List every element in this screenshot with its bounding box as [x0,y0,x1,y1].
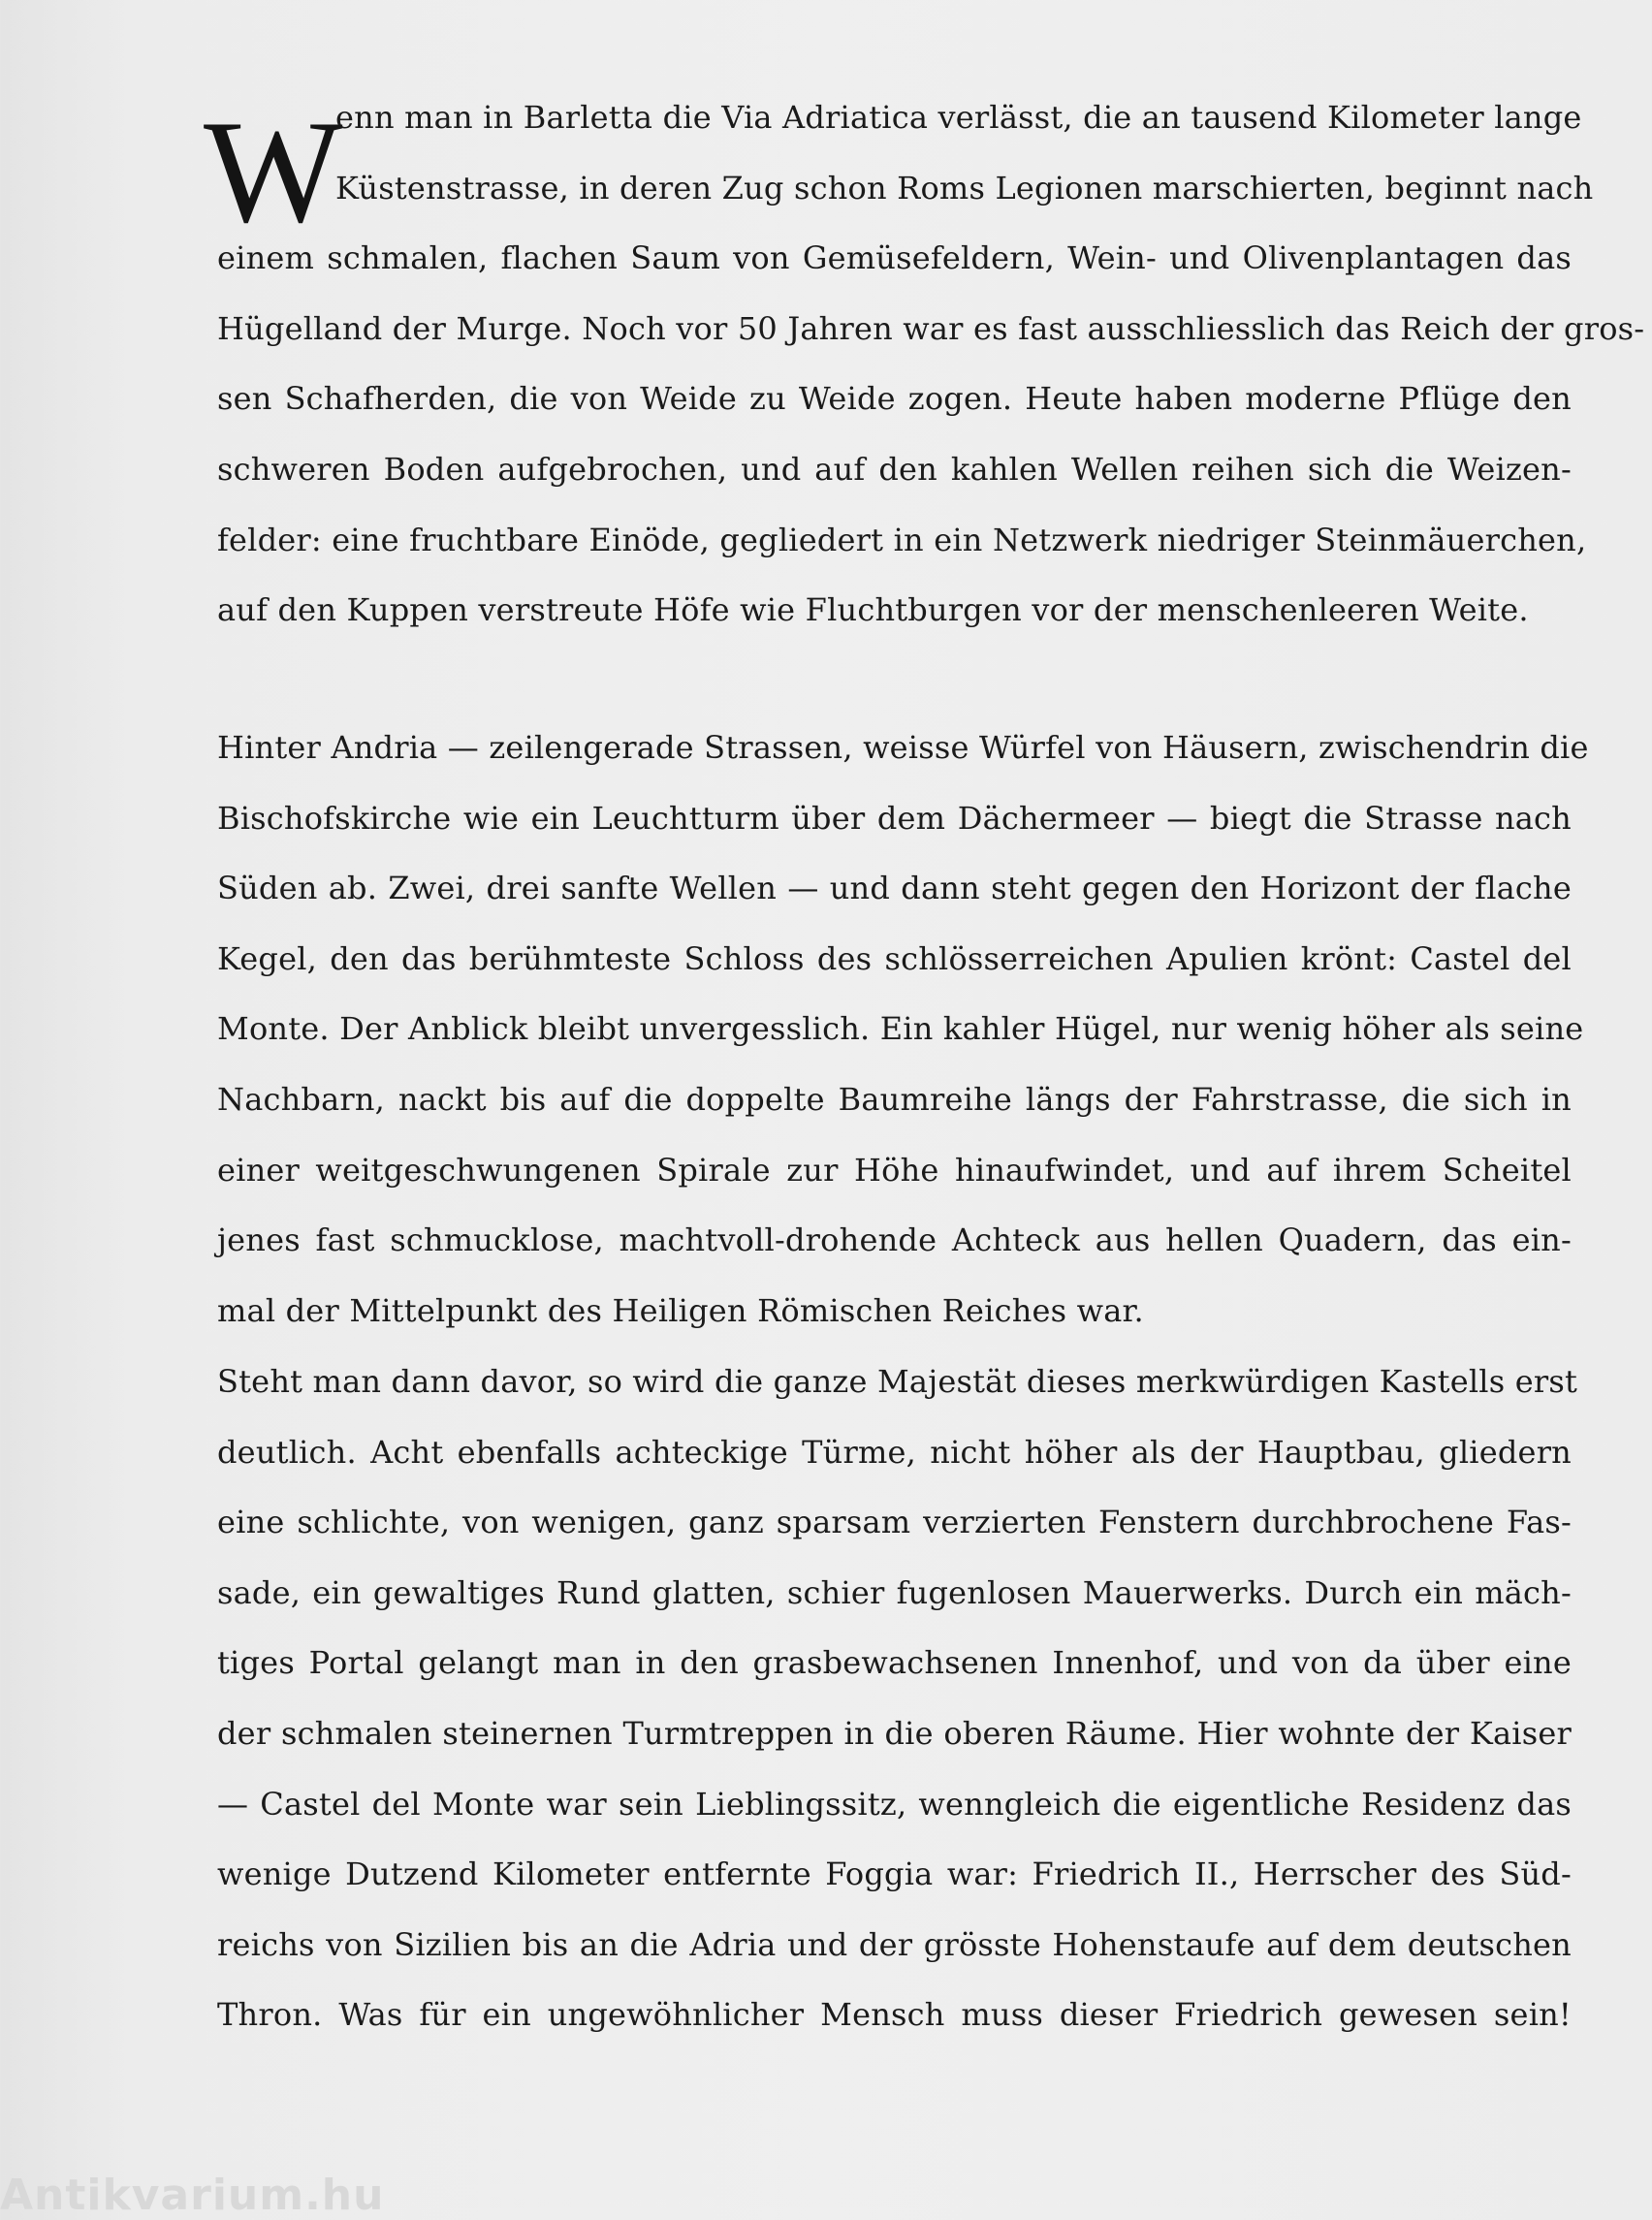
text-line: eine schlichte, von wenigen, ganz sparsam verzierten Fenstern durchbrochene Fas- [217,1504,1572,1541]
text-line: einer weitgeschwungenen Spirale zur Höhe hinaufwindet, und auf ihrem Scheitel [217,1151,1572,1189]
text-line: reichs von Sizilien bis an die Adria und der grösste Hohenstaufe auf dem deutschen [217,1925,1572,1963]
watermark: Antikvarium.hu [0,2171,385,2220]
text-line: Süden ab. Zwei, drei sanfte Wellen — und dann steht gegen den Horizont der flache [217,870,1572,907]
paragraph-2 [217,713,1589,1346]
text-line: jenes fast schmucklose, machtvoll-drohende Achteck aus hellen Quadern, das ein- [217,1221,1572,1259]
text-line: Monte. Der Anblick bleibt unvergesslich. Ein kahler Hügel, nur wenig höher als seine [217,1010,1584,1048]
text-line: Nachbarn, nackt bis auf die doppelte Baumreihe längs der Fahrstrasse, die sich in [217,1080,1572,1118]
text-line: schweren Boden aufgebrochen, und auf den kahlen Wellen reihen sich die Weizen- [217,450,1572,488]
paragraph-3 [217,1347,1578,2050]
text-line: tiges Portal gelangt man in den grasbewachsenen Innenhof, und von da über eine [217,1644,1572,1682]
text-line: Hügelland der Murge. Noch vor 50 Jahren war es fast ausschliesslich das Reich der gros- [217,309,1645,347]
text-line: Thron. Was für ein ungewöhnlicher Mensch muss dieser Friedrich gewesen sein! [217,1996,1572,2034]
text-line: — Castel del Monte war sein Lieblingssitz, wenngleich die eigentliche Residenz das [217,1785,1572,1823]
paragraph-1 [204,82,1645,646]
text-line: Kegel, den das berühmteste Schloss des schlösserreichen Apulien krönt: Castel del [217,939,1572,977]
text-line: wenige Dutzend Kilometer entfernte Foggia war: Friedrich II., Herrscher des Süd- [217,1855,1572,1893]
text-line: der schmalen steinernen Turmtreppen in die oberen Räume. Hier wohnte der Kaiser [217,1714,1572,1752]
text-line: Hinter Andria — zeilengerade Strassen, weisse Würfel von Häusern, zwischendrin die [217,729,1589,766]
text-line: Bischofskirche wie ein Leuchtturm über dem Dächermeer — biegt die Strasse nach [217,799,1572,837]
text-line: sade, ein gewaltiges Rund glatten, schier fugenlosen Mauerwerks. Durch ein mäch- [217,1573,1572,1611]
text-line: einem schmalen, flachen Saum von Gemüsefeldern, Wein- und Olivenplantagen das [217,239,1572,277]
text-line: Steht man dann davor, so wird die ganze Majestät dieses merkwürdigen Kastells erst [217,1363,1578,1400]
text-line: sen Schafherden, die von Weide zu Weide zogen. Heute haben moderne Pflüge den [217,380,1572,418]
text-line: deutlich. Acht ebenfalls achteckige Türme, nicht höher als der Hauptbau, gliedern [217,1433,1572,1471]
text-line: mal der Mittelpunkt des Heiligen Römischen Reiches war. [217,1291,1144,1329]
text-line: enn man in Barletta die Via Adriatica verlässt, die an tausend Kilometer lange [335,99,1582,136]
text-line: felder: eine fruchtbare Einöde, gegliedert in ein Netzwerk niedriger Steinmäuerchen, [217,521,1587,558]
text-line: auf den Kuppen verstreute Höfe wie Fluchtburgen vor der menschenleeren Weite. [217,591,1529,629]
text-line: Küstenstrasse, in deren Zug schon Roms Legionen marschierten, beginnt nach [335,169,1594,206]
paragraph-1-opening [204,82,1594,253]
drop-cap: W [204,90,343,253]
